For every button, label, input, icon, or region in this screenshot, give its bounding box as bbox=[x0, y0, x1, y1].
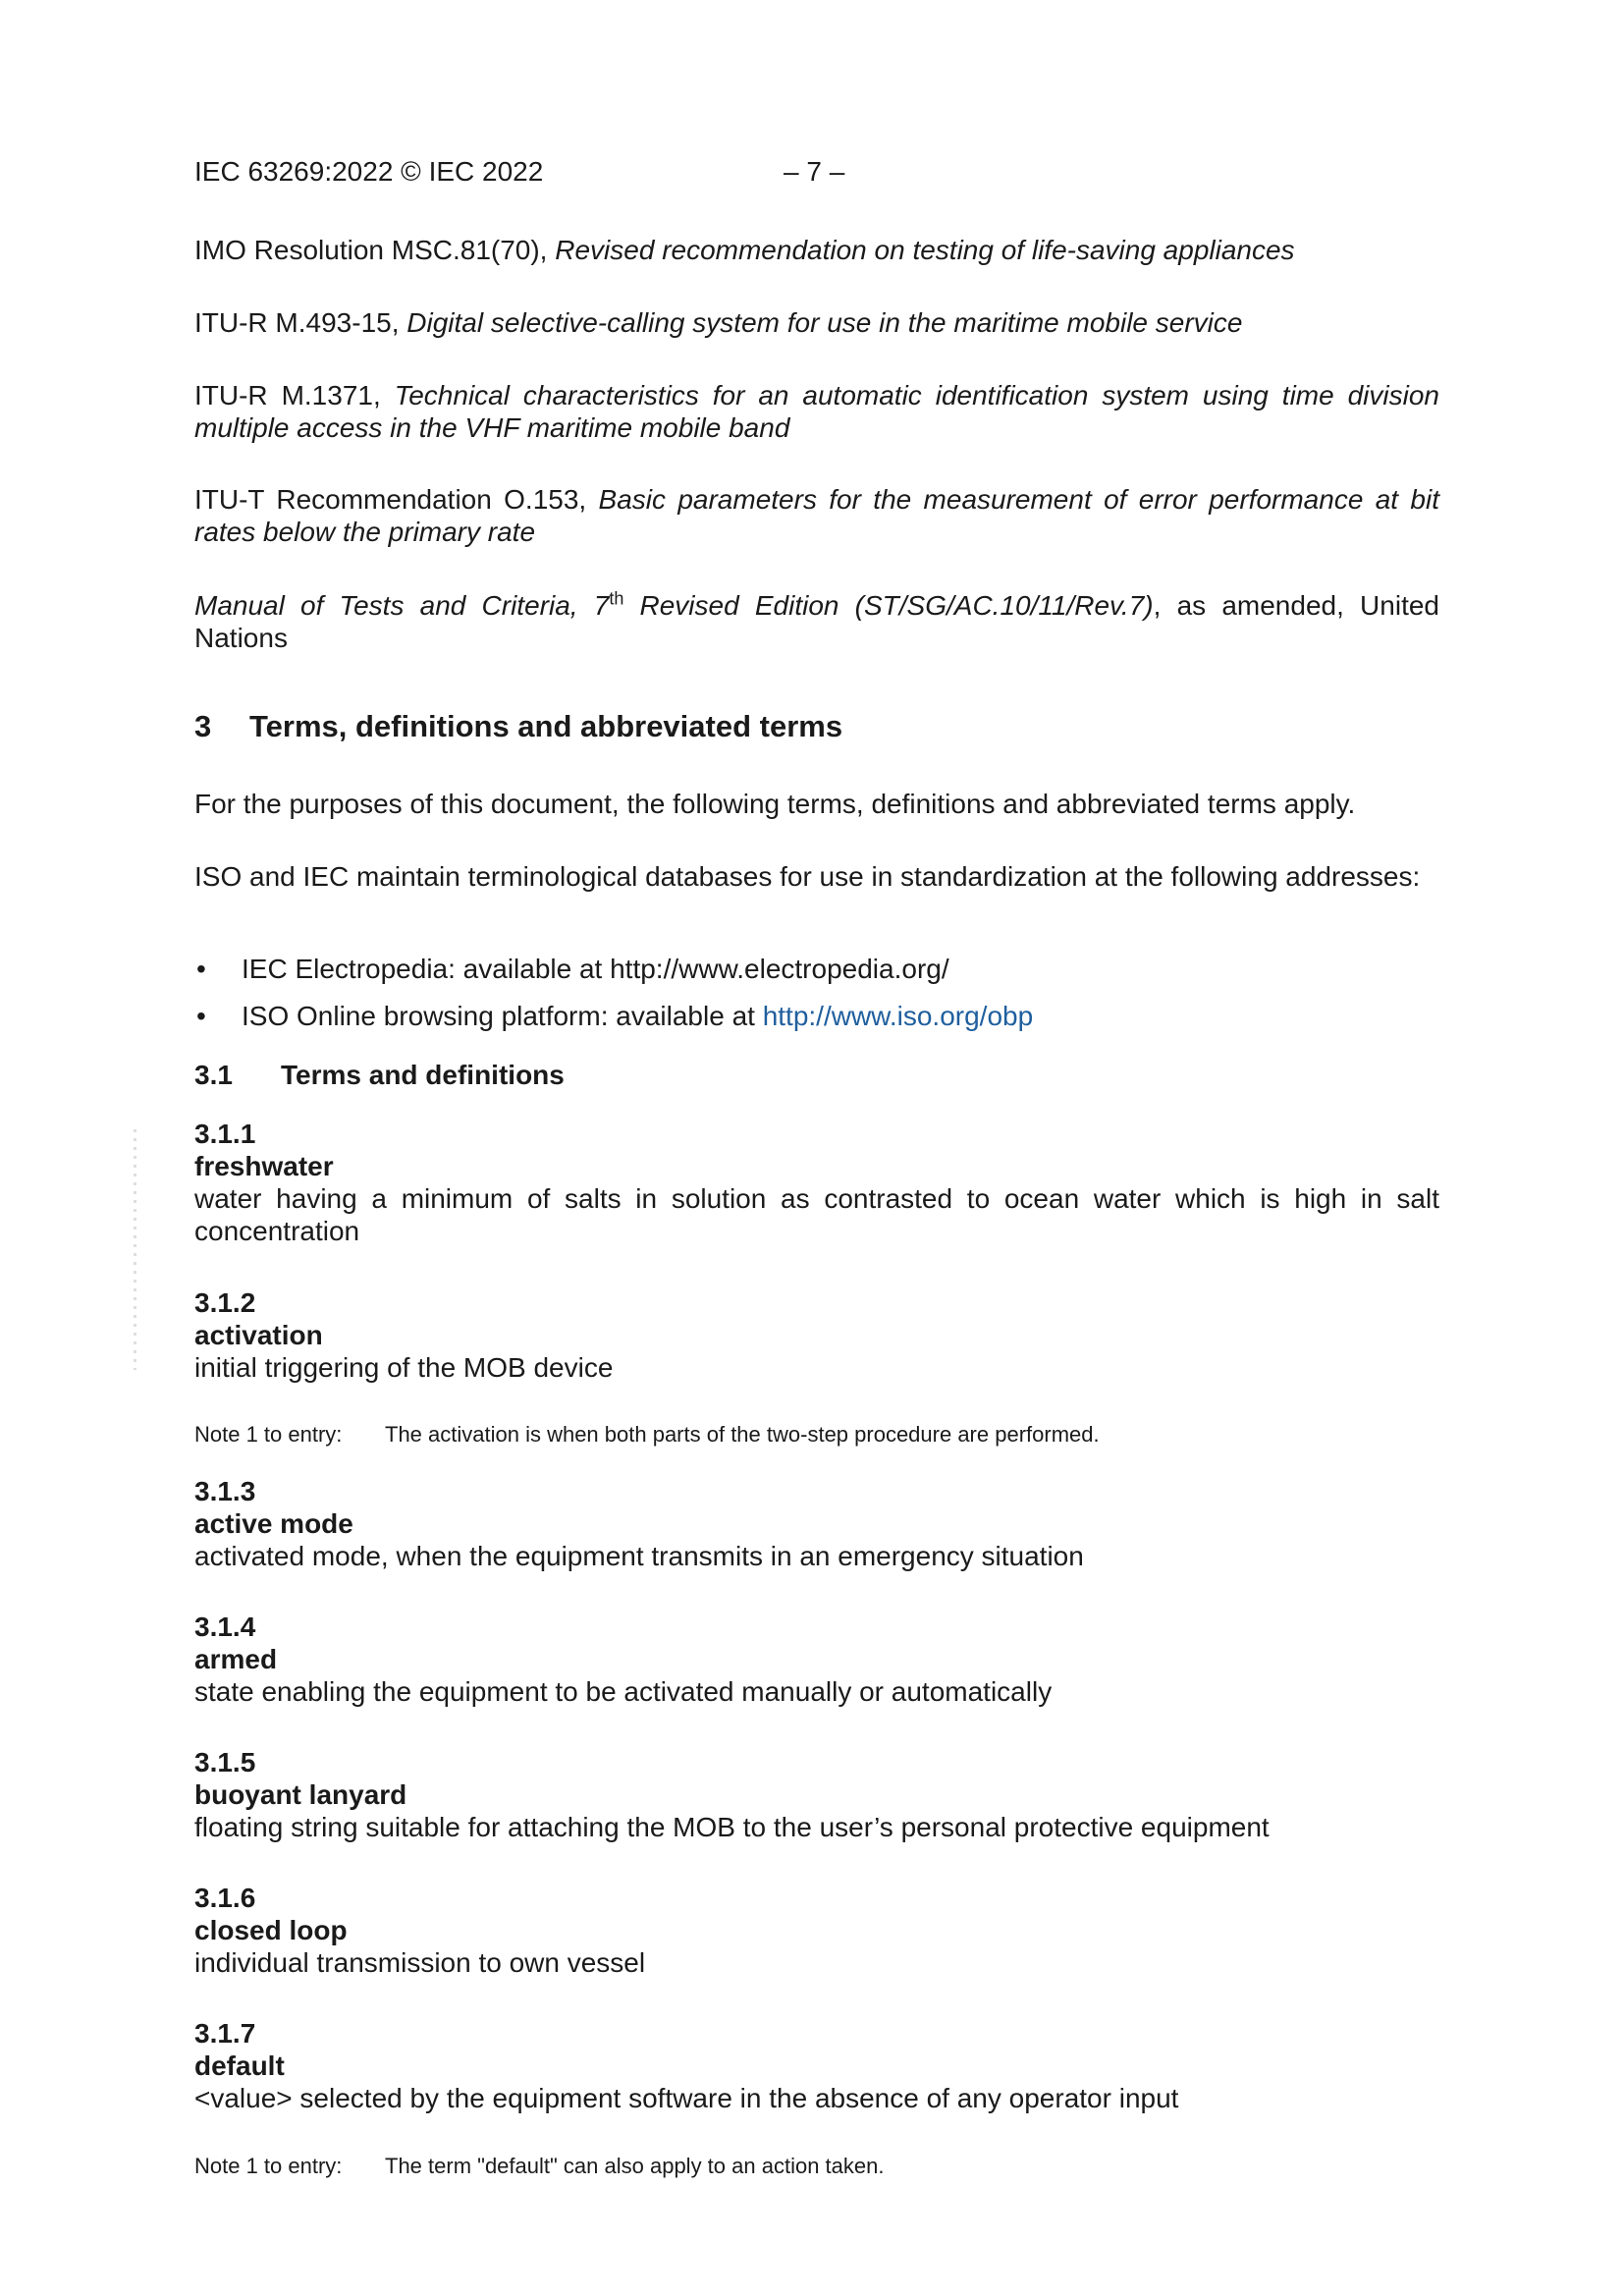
note-text: The term "default" can also apply to an action taken. bbox=[385, 2154, 885, 2178]
page-header bbox=[194, 155, 1439, 189]
reference-publisher: , as amended, United Nations bbox=[194, 590, 1439, 653]
term-definition: <value> selected by the equipment software in the absence of any operator input bbox=[194, 2083, 1179, 2113]
term-definition: floating string suitable for attaching the MOB to the user’s personal protective equipment bbox=[194, 1812, 1270, 1842]
reference-itu-m1371 bbox=[194, 379, 1439, 444]
term-name: armed bbox=[194, 1644, 278, 1674]
term-definition: water having a minimum of salts in solution as contrasted to ocean water which is high in salt concentration bbox=[194, 1183, 1439, 1246]
reference-code: IMO Resolution MSC.81(70), bbox=[194, 235, 556, 265]
term-definition: activated mode, when the equipment transmits in an emergency situation bbox=[194, 1541, 1084, 1571]
term-entry bbox=[194, 1611, 1439, 1708]
reference-title: Revised recommendation on testing of life-saving appliances bbox=[555, 235, 1295, 265]
bullet-icon: • bbox=[196, 1001, 206, 1031]
section-number: 3 bbox=[194, 709, 212, 743]
reference-title: Manual of Tests and Criteria, 7 bbox=[194, 590, 610, 621]
iso-obp-link[interactable]: http://www.iso.org/obp bbox=[762, 1001, 1034, 1031]
reference-title-rest: Revised Edition (ST/SG/AC.10/11/Rev.7) bbox=[623, 590, 1154, 621]
term-name: activation bbox=[194, 1320, 323, 1350]
note-text: The activation is when both parts of the two-step procedure are performed. bbox=[385, 1422, 1100, 1447]
term-name: default bbox=[194, 2050, 285, 2081]
note-label: Note 1 to entry: bbox=[194, 2154, 343, 2178]
term-entry bbox=[194, 1746, 1439, 1843]
reference-superscript: th bbox=[609, 588, 624, 609]
reference-title: Digital selective-calling system for use in the maritime mobile service bbox=[406, 307, 1243, 338]
bullet-text: IEC Electropedia: available at http://www.electropedia.org/ bbox=[242, 954, 949, 984]
term-definition: state enabling the equipment to be activated manually or automatically bbox=[194, 1676, 1053, 1707]
bullet-icon: • bbox=[196, 954, 206, 984]
term-note bbox=[194, 2153, 1439, 2180]
section-intro: For the purposes of this document, the following terms, definitions and abbreviated terms apply. bbox=[194, 789, 1356, 819]
terminology-databases-paragraph: ISO and IEC maintain terminological databases for use in standardization at the following addresses: bbox=[194, 861, 1421, 892]
term-entry bbox=[194, 1118, 1439, 1247]
term-definition: individual transmission to own vessel bbox=[194, 1947, 646, 1978]
reference-title: Basic parameters for the measurement of error performance at bit rates below the primary rate bbox=[194, 484, 1439, 547]
term-entry bbox=[194, 1286, 1439, 1384]
reference-code: ITU-T Recommendation O.153, bbox=[194, 484, 599, 515]
term-definition: initial triggering of the MOB device bbox=[194, 1352, 614, 1383]
term-name: buoyant lanyard bbox=[194, 1779, 407, 1810]
reference-code: ITU-R M.1371, bbox=[194, 380, 395, 410]
subsection-heading bbox=[194, 1059, 1439, 1091]
header-page-number: – 7 – bbox=[784, 156, 845, 187]
note-label: Note 1 to entry: bbox=[194, 1422, 343, 1447]
term-number: 3.1.5 bbox=[194, 1747, 256, 1777]
term-number: 3.1.7 bbox=[194, 2018, 256, 2049]
bullet-text: ISO Online browsing platform: available at bbox=[242, 1001, 763, 1031]
term-number: 3.1.3 bbox=[194, 1476, 256, 1506]
subsection-number: 3.1 bbox=[194, 1060, 233, 1090]
term-entry bbox=[194, 1475, 1439, 1572]
reference-un-manual bbox=[194, 589, 1439, 654]
term-note bbox=[194, 1421, 1439, 1449]
term-name: freshwater bbox=[194, 1151, 334, 1181]
term-name: active mode bbox=[194, 1508, 353, 1539]
term-number: 3.1.4 bbox=[194, 1612, 256, 1642]
subsection-title: Terms and definitions bbox=[281, 1060, 565, 1090]
term-entry bbox=[194, 2017, 1439, 2114]
header-doc-id: IEC 63269:2022 © IEC 2022 bbox=[194, 156, 544, 187]
term-entry bbox=[194, 1882, 1439, 1979]
margin-watermark bbox=[134, 1129, 136, 1370]
reference-itu-m493 bbox=[194, 306, 1439, 339]
term-number: 3.1.2 bbox=[194, 1287, 256, 1318]
reference-itu-o153 bbox=[194, 483, 1439, 548]
reference-title: Technical characteristics for an automatic identification system using time division multiple access in the VHF maritime mobile band bbox=[194, 380, 1439, 443]
reference-imo-msc81 bbox=[194, 234, 1439, 266]
section-title: Terms, definitions and abbreviated terms bbox=[249, 709, 843, 743]
reference-code: ITU-R M.493-15, bbox=[194, 307, 407, 338]
term-number: 3.1.1 bbox=[194, 1119, 256, 1149]
term-number: 3.1.6 bbox=[194, 1883, 256, 1913]
term-name: closed loop bbox=[194, 1915, 348, 1945]
section-heading bbox=[194, 709, 1439, 744]
document-page bbox=[194, 0, 1439, 2296]
